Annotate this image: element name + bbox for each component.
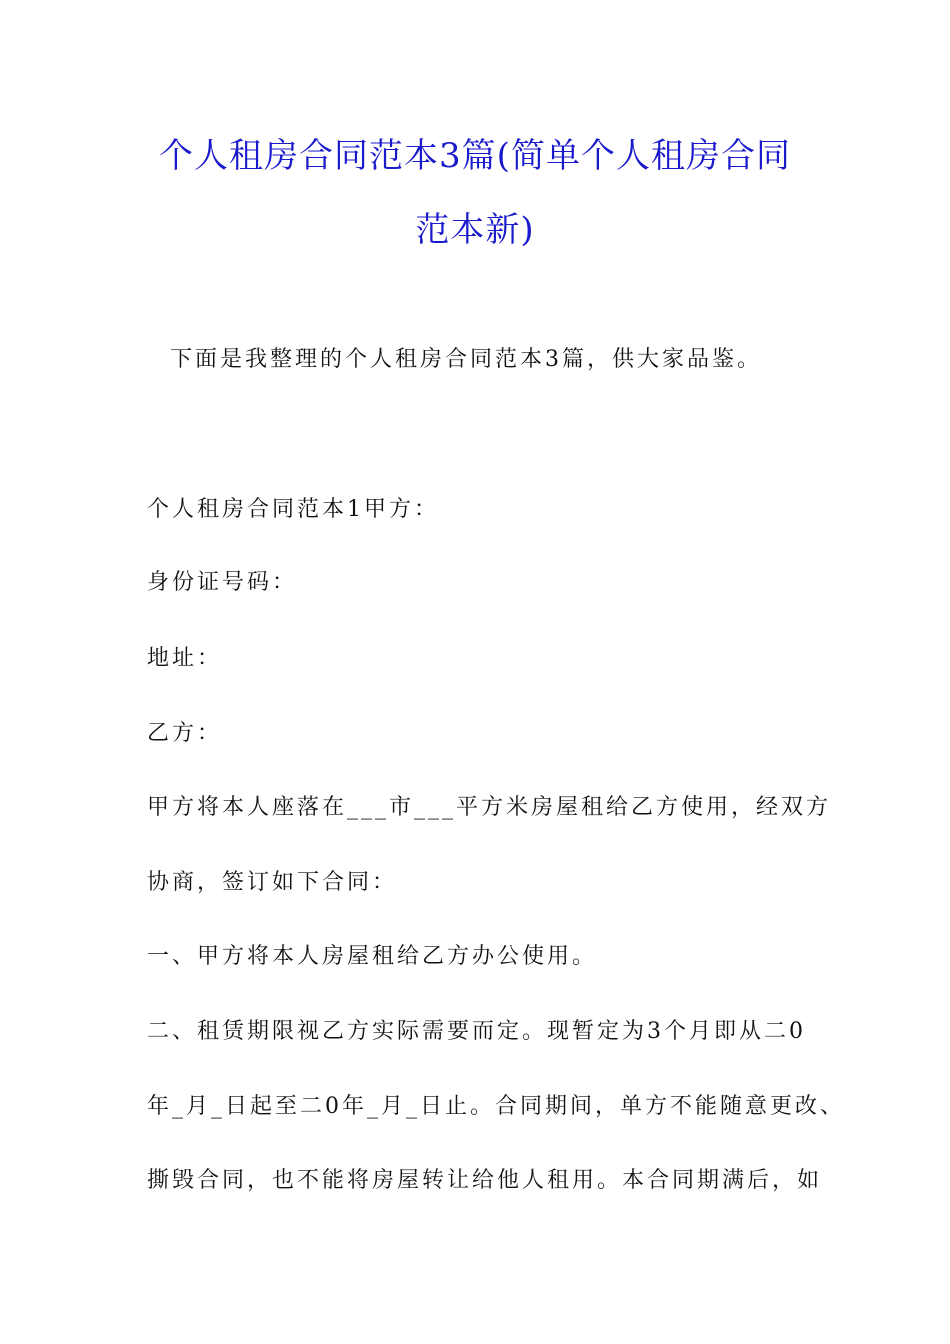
intro-paragraph: 下面是我整理的个人租房合同范本3篇，供大家品鉴。 (170, 347, 762, 372)
document-title-line-1: 个人租房合同范本3篇(简单个人租房合同 (159, 136, 791, 176)
contract-line: 协商，签订如下合同： (147, 870, 398, 895)
contract-line: 个人租房合同范本1甲方： (147, 497, 439, 522)
contract-line: 甲方将本人座落在___市___平方米房屋租给乙方使用，经双方 (147, 795, 832, 820)
contract-line: 乙方： (147, 721, 223, 746)
contract-line: 身份证号码： (147, 570, 298, 595)
contract-line: 地址： (147, 646, 223, 671)
contract-line: 二、租赁期限视乙方实际需要而定。现暂定为3个月即从二0 (147, 1019, 806, 1044)
contract-line: 撕毁合同，也不能将房屋转让给他人租用。本合同期满后，如 (147, 1168, 823, 1193)
contract-line: 年_月_日起至二0年_月_日止。合同期间，单方不能随意更改、 (147, 1094, 845, 1119)
document-title-line-2: 范本新) (415, 210, 535, 250)
contract-line: 一、甲方将本人房屋租给乙方办公使用。 (147, 944, 598, 969)
